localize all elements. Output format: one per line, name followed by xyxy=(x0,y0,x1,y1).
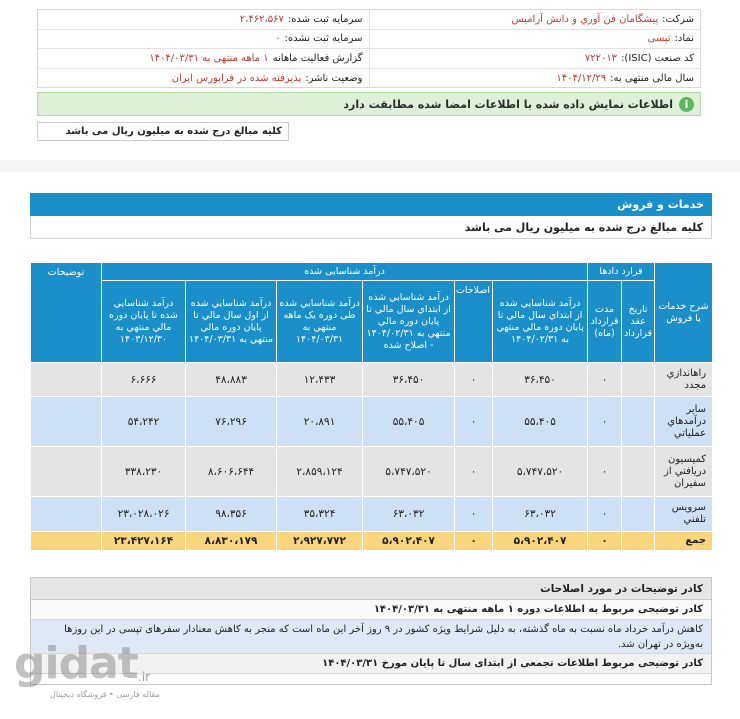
cell-prev-year: ۳۳۸،۲۳۰ xyxy=(102,447,186,497)
status-label: وضعیت ناشر: xyxy=(305,72,363,84)
services-sales-table xyxy=(30,262,713,551)
isic-value: ۷۲۲۰۱۳ xyxy=(584,52,618,64)
col-rev-ytd: درآمد شناسایي شده از اول سال مالي تا پایان دوره مالي منتهي به ۱۴۰۴/۰۳/۳۱ xyxy=(186,281,277,363)
company-name: پیشگامان فن آوري و دانش آرامیس xyxy=(511,13,659,25)
fiscal-cell xyxy=(369,69,701,89)
cell-rev-prev: ۳۶،۴۵۰ xyxy=(493,363,588,397)
units-note: کلیه مبالغ درج شده به میلیون ریال می باشد xyxy=(37,122,289,141)
col-description: شرح خدمات یا فروش xyxy=(655,263,713,363)
cell-prev-year: ۲۳،۰۲۸،۰۲۶ xyxy=(102,497,186,532)
cell-prev-year: ۵۴،۲۴۲ xyxy=(102,397,186,447)
total-prev-year: ۲۳،۴۲۷،۱۶۴ xyxy=(102,532,186,551)
watermark-tagline: مقاله فارسی • فروشگاه دیجیتال xyxy=(50,690,160,699)
cell-months: ۰ xyxy=(588,397,622,447)
total-month: ۲،۹۲۷،۷۷۲ xyxy=(277,532,363,551)
explanation-cumulative-title: کادر توضیحی مربوط اطلاعات تجمعی از ابتدای سال تا پایان مورخ ۱۴۰۴/۰۳/۳۱ xyxy=(31,654,711,674)
cell-date xyxy=(622,363,655,397)
cell-months: ۰ xyxy=(588,363,622,397)
company-cell xyxy=(369,10,701,29)
section-divider xyxy=(0,160,740,172)
info-row xyxy=(38,49,700,69)
cell-ytd: ۴۸،۸۸۳ xyxy=(186,363,277,397)
unregistered-label: سرمایه ثبت نشده: xyxy=(284,33,363,45)
cell-adj: ۰ xyxy=(455,447,493,497)
cell-date xyxy=(622,397,655,447)
cell-note xyxy=(31,447,102,497)
watermark-logo: gidat xyxy=(14,638,138,689)
cell-months: ۰ xyxy=(588,447,622,497)
cell-months: ۰ xyxy=(588,497,622,532)
capital-value: ۲،۴۶۲،۵۶۷ xyxy=(239,13,284,25)
unregistered-cell xyxy=(38,30,369,49)
cell-month: ۲،۸۵۹،۱۲۴ xyxy=(277,447,363,497)
watermark xyxy=(14,640,174,710)
explanation-period-text: کاهش درآمد خرداد ماه نسبت به ماه گذشته، به دلیل شرایط ویژه کشور در ۹ روز آخر این ماه است که منجر به کاهش معنادار سفرهای تپسی در این روزها به‌ویژه در تهران شد. xyxy=(31,620,711,654)
cell-rev-prev: ۵،۷۴۷،۵۲۰ xyxy=(493,447,588,497)
cell-date xyxy=(622,497,655,532)
isic-cell xyxy=(369,49,701,68)
row-name: ساير درآمدهاي عملياتي xyxy=(655,397,713,447)
cell-note xyxy=(31,397,102,447)
cell-date xyxy=(622,447,655,497)
status-value: پذیرفته شده در فرابورس ایران xyxy=(171,72,302,84)
explanation-period-title: کادر توضیحی مربوط به اطلاعات دوره ۱ ماهه منتهی به ۱۴۰۴/۰۳/۳۱ xyxy=(31,600,711,620)
cell-rev-prev: ۶۳،۰۳۲ xyxy=(493,497,588,532)
total-rev-adj: ۵،۹۰۲،۴۰۷ xyxy=(363,532,455,551)
col-group-contract: قرارد دادها xyxy=(588,263,655,281)
col-adjustments: اصلاحات xyxy=(455,281,493,363)
symbol-value: تپسی xyxy=(647,33,671,45)
capital-label: سرمایه ثبت شده: xyxy=(287,13,363,25)
company-info-panel xyxy=(37,9,701,88)
isic-label: کد صنعت (ISIC): xyxy=(621,52,694,64)
row-name: راهاندازي مجدد xyxy=(655,363,713,397)
report-value: ۱ ماهه منتهی به ۱۴۰۴/۰۳/۳۱ xyxy=(149,52,269,64)
report-label: گزارش فعالیت ماهانه xyxy=(272,52,363,64)
unregistered-value: ۰ xyxy=(275,33,281,45)
cell-month: ۳۵،۳۲۴ xyxy=(277,497,363,532)
capital-cell xyxy=(38,10,369,29)
col-rev-prev-year: درآمد شناسایي شده تا پایان دوره مالي منتهي به ۱۴۰۳/۱۲/۳۰ xyxy=(102,281,186,363)
alert-text: اطلاعات نمایش داده شده با اطلاعات امضا شده مطابقت دارد xyxy=(343,97,673,111)
report-cell xyxy=(38,49,369,68)
total-note xyxy=(31,532,102,551)
table-row xyxy=(31,363,713,397)
cell-adj: ۰ xyxy=(455,497,493,532)
cell-rev-adj: ۵،۷۴۷،۵۲۰ xyxy=(363,447,455,497)
section-subtitle: کلیه مبالغ درج شده به میلیون ریال می باشد xyxy=(30,216,712,239)
total-date xyxy=(622,532,655,551)
cell-month: ۲۰،۸۹۱ xyxy=(277,397,363,447)
table-row xyxy=(31,397,713,447)
company-label: شرکت: xyxy=(662,13,694,25)
table-row xyxy=(31,497,713,532)
table-row xyxy=(31,447,713,497)
col-notes: توضیحات xyxy=(31,263,102,363)
row-name: کمیسیون دریافتي از سفیران xyxy=(655,447,713,497)
info-row xyxy=(38,10,700,30)
cell-rev-adj: ۵۵،۴۰۵ xyxy=(363,397,455,447)
fiscal-value: ۱۴۰۴/۱۲/۲۹ xyxy=(556,72,607,84)
info-row xyxy=(38,30,700,50)
total-adj: ۰ xyxy=(455,532,493,551)
cell-ytd: ۹۸،۳۵۶ xyxy=(186,497,277,532)
total-label: جمع xyxy=(655,532,713,551)
row-name: سرویس تلفني xyxy=(655,497,713,532)
cell-note xyxy=(31,363,102,397)
fiscal-label: سال مالی منتهی به: xyxy=(610,72,694,84)
total-rev-prev: ۵،۹۰۲،۴۰۷ xyxy=(493,532,588,551)
cell-ytd: ۷۶،۲۹۶ xyxy=(186,397,277,447)
cell-prev-year: ۶،۶۶۶ xyxy=(102,363,186,397)
cell-rev-prev: ۵۵،۴۰۵ xyxy=(493,397,588,447)
verification-alert xyxy=(37,92,701,116)
cell-adj: ۰ xyxy=(455,397,493,447)
col-contract-months: مدت قرارداد (ماه) xyxy=(588,281,622,363)
info-row xyxy=(38,69,700,89)
section-title: خدمات و فروش xyxy=(30,193,712,216)
total-ytd: ۸،۸۳۰،۱۷۹ xyxy=(186,532,277,551)
cell-rev-adj: ۶۳،۰۳۲ xyxy=(363,497,455,532)
watermark-tld: .ir xyxy=(138,670,151,684)
symbol-label: نماد: xyxy=(674,33,694,45)
status-cell xyxy=(38,69,369,89)
cell-ytd: ۸،۶۰۶،۶۴۴ xyxy=(186,447,277,497)
col-rev-month: درآمد شناسایي شده طی دوره یک ماهه منتهي به ۱۴۰۴/۰۳/۳۱ xyxy=(277,281,363,363)
cell-month: ۱۲،۴۳۳ xyxy=(277,363,363,397)
cell-note xyxy=(31,497,102,532)
explanations-title: کادر توضیحات در مورد اصلاحات xyxy=(31,578,711,600)
total-row xyxy=(31,532,713,551)
cell-adj: ۰ xyxy=(455,363,493,397)
col-contract-date: تاریخ عقد قرارداد xyxy=(622,281,655,363)
col-rev-start-adjusted: درآمد شناسايي شده از ابتداي سال مالي تا پايان دوره مالي منتهي به ۱۴۰۴/۰۲/۳۱ - اصلاح شده xyxy=(363,281,455,363)
info-icon: i xyxy=(679,97,694,112)
col-rev-start-prev: درآمد شناسایي شده از ابتداي سال مالي تا پايان دوره مالي منتهي به ۱۴۰۴/۰۲/۳۱ xyxy=(493,281,588,363)
total-months: ۰ xyxy=(588,532,622,551)
col-group-revenue: درآمد شناسایی شده xyxy=(102,263,588,281)
cell-rev-adj: ۳۶،۴۵۰ xyxy=(363,363,455,397)
symbol-cell xyxy=(369,30,701,49)
